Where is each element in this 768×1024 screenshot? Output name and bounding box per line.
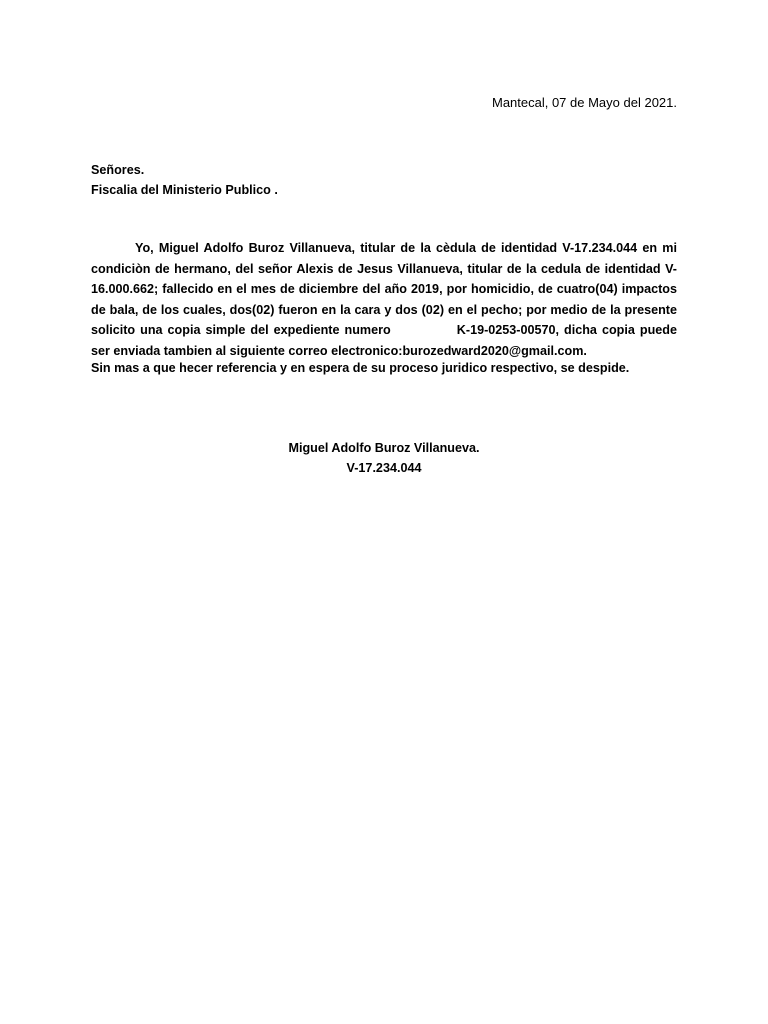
signature-block [0, 438, 768, 478]
salutation [91, 160, 278, 200]
body-paragraph [91, 238, 677, 361]
salutation-greeting: Señores. [91, 163, 145, 177]
closing-line: Sin mas a que hecer referencia y en espera de su proceso juridico respectivo, se despide. [91, 361, 630, 375]
signature-id: V-17.234.044 [346, 461, 422, 475]
salutation-recipient: Fiscalia del Ministerio Publico . [91, 183, 278, 197]
body-text-part1: Yo, Miguel Adolfo Buroz Villanueva, titular de la cèdula de identidad V-17.234.044 en mi condiciòn de hermano, del señor Alexis de Jesus Villanueva, titular de la cedula de identidad V-16.000.662; fallecido en el mes de diciembre del año 2019, por homicidio, de cuatro(04) impactos de bala, de los cuales, dos(02) fueron en la cara y dos (02) en el pecho; por medio de la presente solicito una copia simple del expediente numero [91, 241, 677, 337]
signature-name: Miguel Adolfo Buroz Villanueva. [288, 441, 480, 455]
place-date: Mantecal, 07 de Mayo del 2021. [491, 95, 677, 110]
body-text-part2: K-19-0253-00570, dicha copia puede ser enviada tambien al siguiente correo electronico:burozedward2020@gmail.com. [91, 323, 677, 358]
